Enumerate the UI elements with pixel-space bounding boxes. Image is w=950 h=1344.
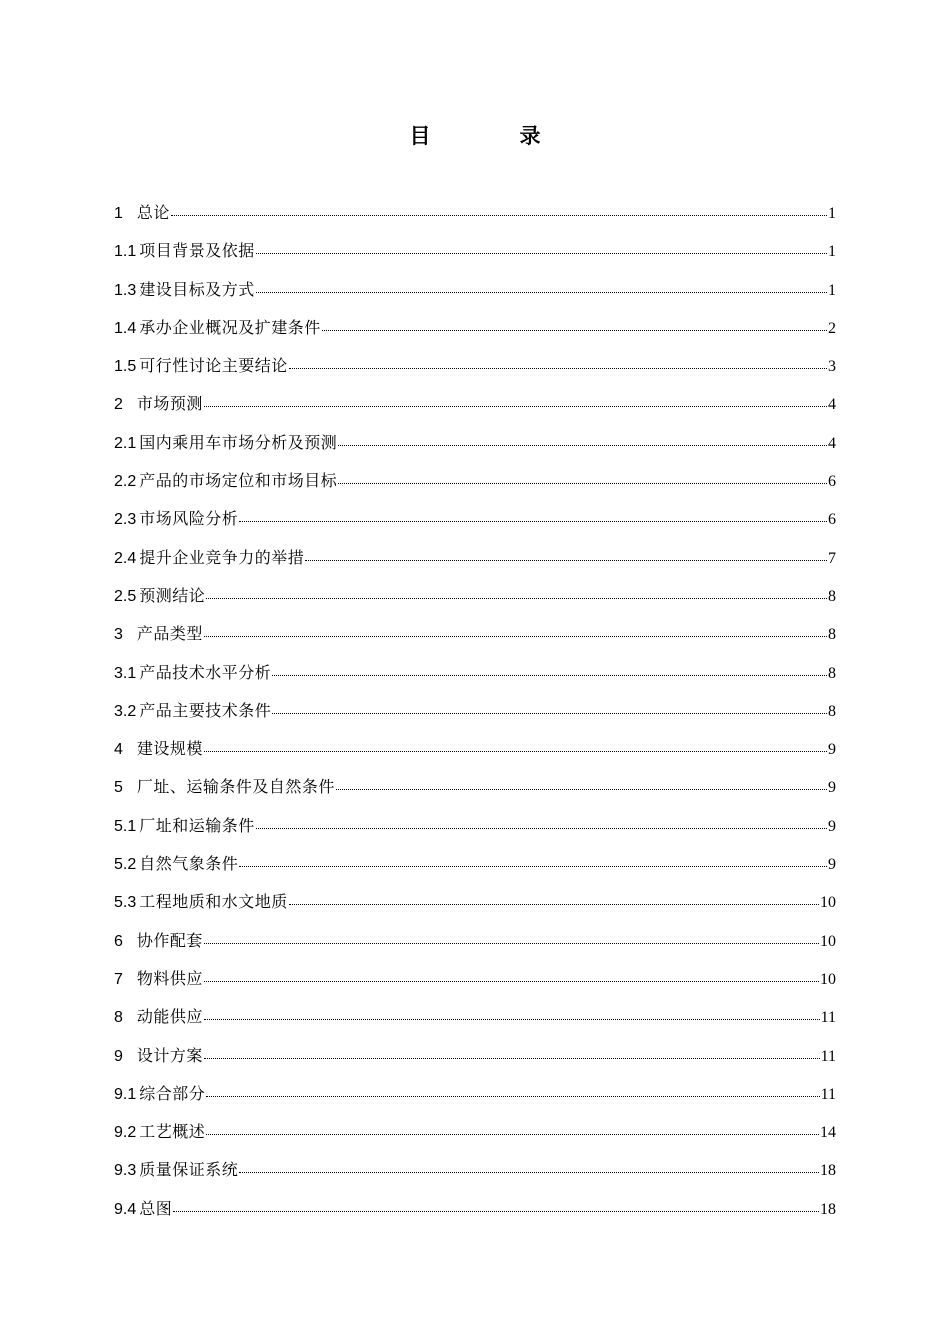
toc-entry-title: 可行性讨论主要结论	[139, 356, 288, 376]
toc-entry[interactable]	[114, 581, 836, 619]
toc-entry[interactable]	[114, 504, 836, 542]
toc-entry-number: 3	[114, 626, 123, 644]
toc-dot-leader	[289, 893, 819, 907]
toc-entry-number: 7	[114, 970, 123, 988]
toc-entry[interactable]	[114, 1155, 836, 1193]
toc-entry-page-number: 1	[828, 243, 836, 261]
toc-dot-leader	[289, 357, 827, 371]
toc-entry[interactable]	[114, 389, 836, 427]
toc-entry-page-number: 10	[820, 932, 836, 950]
toc-entry-title: 产品的市场定位和市场目标	[139, 471, 338, 491]
toc-dot-leader	[204, 932, 819, 946]
toc-dot-leader	[206, 1123, 819, 1137]
toc-entry-number: 5	[114, 779, 123, 797]
toc-entry-number: 9.3	[114, 1162, 137, 1180]
toc-entry[interactable]	[114, 236, 836, 274]
toc-entry-title: 工程地质和水文地质	[139, 892, 288, 912]
toc-dot-leader	[239, 855, 827, 869]
toc-dot-leader	[256, 281, 827, 295]
toc-entry-title: 建设规模	[136, 739, 203, 759]
toc-dot-leader	[206, 1085, 819, 1099]
toc-entry-page-number: 11	[820, 1085, 836, 1103]
toc-dot-leader	[204, 970, 819, 984]
toc-entry-page-number: 10	[820, 970, 836, 988]
toc-entry[interactable]	[114, 1041, 836, 1079]
toc-entry[interactable]	[114, 313, 836, 351]
toc-dot-leader	[204, 395, 827, 409]
toc-entry[interactable]	[114, 772, 836, 810]
toc-dot-leader	[256, 817, 827, 831]
toc-entry-page-number: 18	[820, 1162, 836, 1180]
toc-dot-leader	[272, 702, 827, 716]
toc-entry-title: 协作配套	[136, 930, 203, 950]
toc-entry-page-number: 8	[828, 587, 836, 605]
table-of-contents	[114, 198, 836, 1232]
toc-entry-title: 质量保证系统	[139, 1160, 239, 1180]
toc-dot-leader	[322, 319, 827, 333]
toc-entry-title: 建设目标及方式	[139, 279, 255, 299]
toc-entry-number: 9.1	[114, 1085, 137, 1103]
toc-entry-page-number: 7	[828, 549, 836, 567]
toc-entry-title: 市场风险分析	[139, 509, 239, 529]
toc-entry-title: 市场预测	[136, 394, 203, 414]
toc-dot-leader	[272, 664, 827, 678]
toc-entry-number: 4	[114, 741, 123, 759]
toc-entry-number: 2.3	[114, 511, 137, 529]
toc-entry-number: 8	[114, 1009, 123, 1027]
toc-entry-title: 承办企业概况及扩建条件	[139, 317, 321, 337]
toc-entry-number: 1	[114, 205, 123, 222]
toc-entry-number: 5.2	[114, 856, 137, 874]
toc-entry-title: 产品主要技术条件	[139, 700, 272, 720]
toc-entry-page-number: 8	[828, 626, 836, 644]
toc-entry-page-number: 11	[820, 1009, 836, 1027]
toc-entry-title: 产品类型	[136, 624, 203, 644]
toc-entry[interactable]	[114, 926, 836, 964]
toc-entry-title: 产品技术水平分析	[139, 662, 272, 682]
toc-entry-title: 物料供应	[136, 968, 203, 988]
toc-entry-number: 9.4	[114, 1200, 137, 1218]
toc-entry-number: 2.2	[114, 473, 137, 491]
toc-dot-leader	[239, 1161, 819, 1175]
toc-entry-number: 5.1	[114, 817, 137, 835]
toc-entry-number: 2.5	[114, 587, 137, 605]
toc-entry-page-number: 2	[828, 319, 836, 337]
toc-entry-page-number: 1	[828, 281, 836, 299]
toc-dot-leader	[338, 472, 827, 486]
toc-entry-number: 6	[114, 932, 123, 950]
toc-entry-page-number: 4	[828, 396, 836, 414]
toc-entry-number: 2.1	[114, 434, 137, 452]
toc-dot-leader	[204, 625, 827, 639]
toc-entry-page-number: 18	[820, 1200, 836, 1218]
toc-entry-title: 总论	[136, 203, 170, 222]
toc-dot-leader	[204, 740, 827, 754]
toc-entry[interactable]	[114, 849, 836, 887]
toc-entry-title: 动能供应	[136, 1007, 203, 1027]
toc-entry[interactable]	[114, 887, 836, 925]
toc-dot-leader	[206, 587, 827, 601]
toc-entry-page-number: 9	[828, 856, 836, 874]
toc-entry[interactable]	[114, 734, 836, 772]
toc-entry-title: 厂址和运输条件	[139, 815, 255, 835]
toc-dot-leader	[338, 434, 827, 448]
toc-entry[interactable]	[114, 811, 836, 849]
toc-dot-leader	[305, 549, 827, 563]
toc-entry[interactable]	[114, 543, 836, 581]
toc-entry-page-number: 8	[828, 702, 836, 720]
toc-dot-leader	[336, 778, 827, 792]
toc-entry[interactable]	[114, 658, 836, 696]
toc-entry-page-number: 6	[828, 473, 836, 491]
toc-entry-title: 设计方案	[136, 1045, 203, 1065]
toc-entry-page-number: 10	[820, 894, 836, 912]
toc-entry[interactable]	[114, 198, 836, 236]
toc-entry[interactable]	[114, 428, 836, 466]
toc-entry-title: 综合部分	[139, 1083, 206, 1103]
toc-entry[interactable]	[114, 351, 836, 389]
toc-entry-page-number: 14	[820, 1124, 836, 1142]
toc-entry[interactable]	[114, 1194, 836, 1232]
toc-entry-number: 9	[114, 1047, 123, 1065]
toc-entry-page-number: 1	[828, 205, 836, 222]
page-title: 目 录	[409, 124, 575, 148]
toc-entry-title: 自然气象条件	[139, 854, 239, 874]
toc-entry-title: 项目背景及依据	[139, 241, 255, 261]
toc-entry-page-number: 3	[828, 358, 836, 376]
toc-entry-page-number: 11	[820, 1047, 836, 1065]
toc-dot-leader	[239, 510, 827, 524]
toc-entry-number: 1.5	[114, 358, 137, 376]
toc-entry-title: 国内乘用车市场分析及预测	[139, 432, 338, 452]
toc-dot-leader	[204, 1047, 820, 1061]
toc-entry-page-number: 6	[828, 511, 836, 529]
toc-entry-number: 1.4	[114, 319, 137, 337]
toc-entry-title: 工艺概述	[139, 1122, 206, 1142]
toc-entry-number: 5.3	[114, 894, 137, 912]
toc-entry-title: 预测结论	[139, 585, 206, 605]
toc-dot-leader	[204, 1008, 820, 1022]
toc-entry-page-number: 9	[828, 741, 836, 759]
toc-entry-number: 3.1	[114, 664, 137, 682]
toc-entry[interactable]	[114, 696, 836, 734]
toc-entry-page-number: 8	[828, 664, 836, 682]
toc-entry-title: 厂址、运输条件及自然条件	[136, 777, 335, 797]
toc-dot-leader	[171, 204, 827, 218]
toc-entry-title: 总图	[139, 1198, 173, 1218]
toc-entry-page-number: 9	[828, 817, 836, 835]
toc-entry-number: 1.3	[114, 281, 137, 299]
toc-entry[interactable]	[114, 619, 836, 657]
toc-entry[interactable]	[114, 1002, 836, 1040]
toc-entry[interactable]	[114, 1079, 836, 1117]
toc-entry[interactable]	[114, 964, 836, 1002]
toc-entry-number: 9.2	[114, 1124, 137, 1142]
toc-entry-number: 2	[114, 396, 123, 414]
toc-entry-number: 1.1	[114, 243, 137, 261]
toc-dot-leader	[256, 242, 827, 256]
toc-entry-number: 3.2	[114, 702, 137, 720]
toc-entry[interactable]	[114, 275, 836, 313]
toc-entry-page-number: 9	[828, 779, 836, 797]
toc-entry-page-number: 4	[828, 434, 836, 452]
toc-dot-leader	[173, 1200, 819, 1214]
toc-entry-title: 提升企业竞争力的举措	[139, 547, 305, 567]
toc-entry[interactable]	[114, 1117, 836, 1155]
toc-entry-number: 2.4	[114, 549, 137, 567]
toc-entry[interactable]	[114, 466, 836, 504]
